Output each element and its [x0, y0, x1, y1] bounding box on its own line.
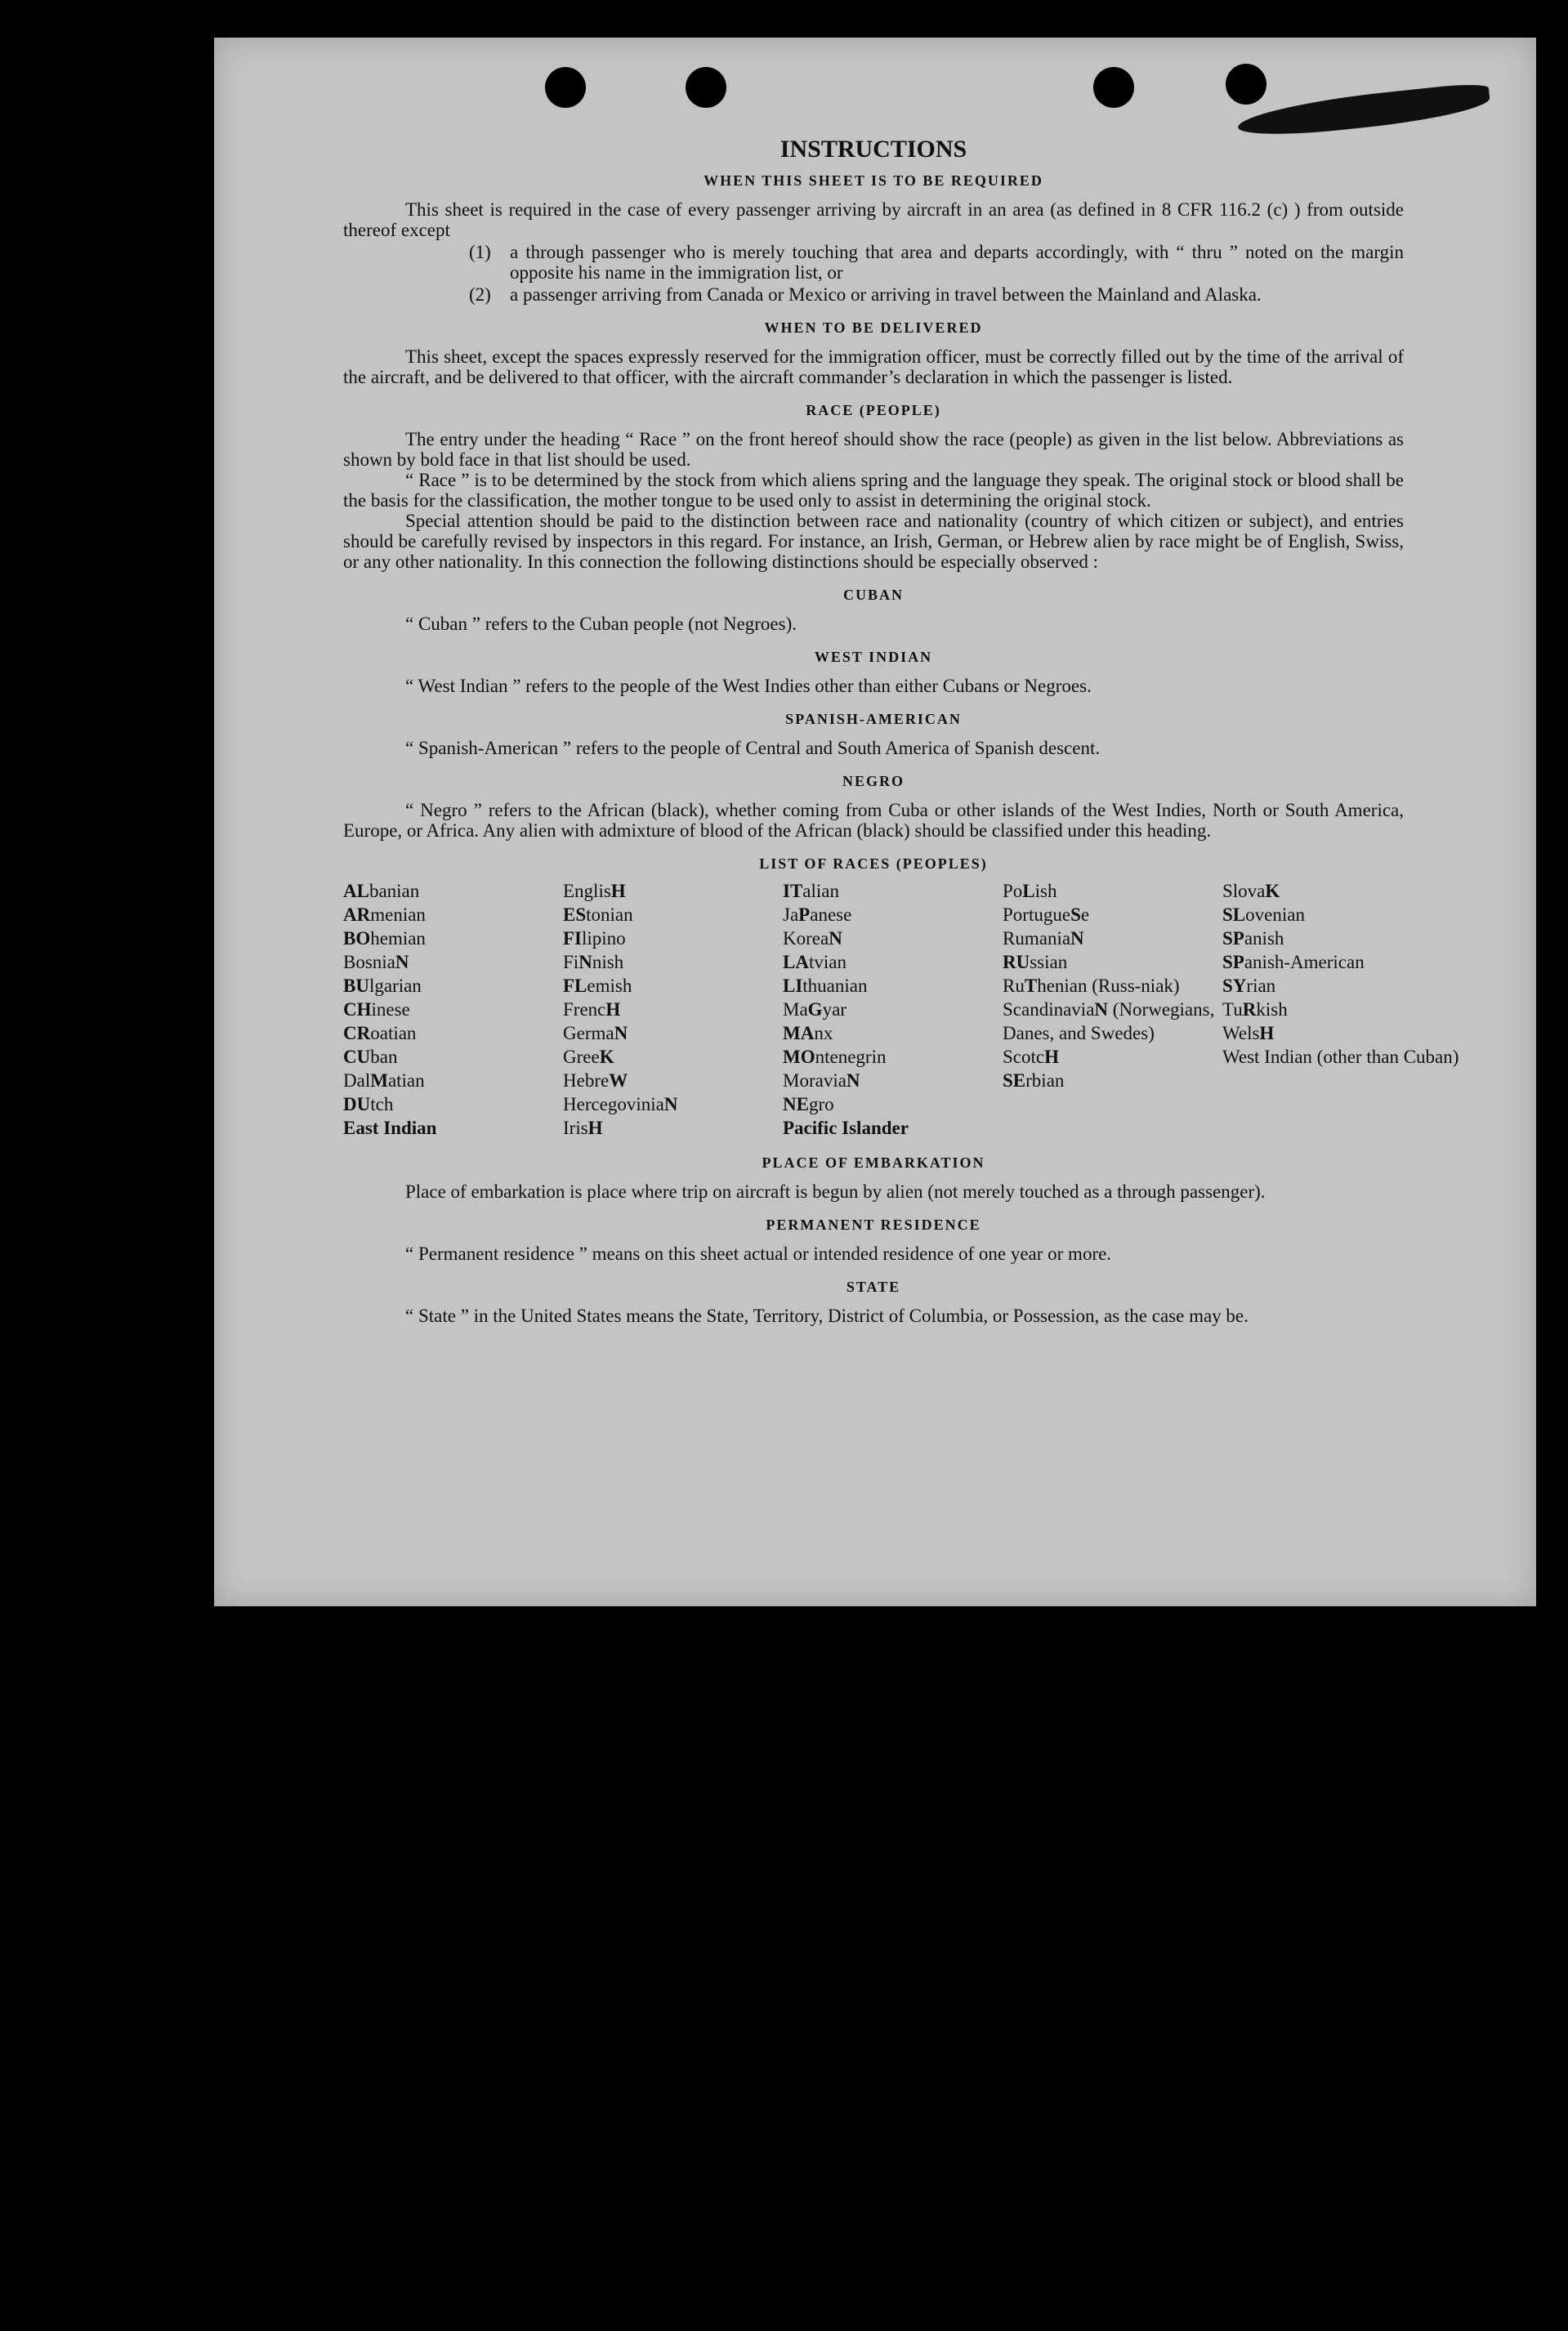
race-item: WelsH	[1222, 1023, 1275, 1043]
punch-hole	[686, 67, 726, 108]
paragraph: This sheet is required in the case of every passenger arriving by aircraft in an area (as defined in 8 CFR 116.2 (c) ) from outside thereof except	[343, 199, 1404, 240]
paragraph: This sheet, except the spaces expressly reserved for the immigration officer, must be correctly filled out by the time of the arrival of the aircraft, and be delivered to that officer, with the aircraft commander’s declaration in which the passenger is listed.	[343, 346, 1404, 387]
race-item: East Indian	[343, 1118, 437, 1138]
section-heading: PERMANENT RESIDENCE	[766, 1217, 981, 1233]
race-item: PoLish	[1003, 881, 1057, 901]
section-heading: WEST INDIAN	[814, 649, 933, 665]
section-heading: PLACE OF EMBARKATION	[762, 1154, 985, 1171]
item-text: a passenger arriving from Canada or Mexico or arriving in travel between the Mainland and Alaska.	[510, 284, 1262, 305]
race-item: LAtvian	[783, 952, 847, 972]
race-item: EnglisH	[563, 881, 626, 901]
paragraph: “ West Indian ” refers to the people of the West Indies other than either Cubans or Negroes.	[405, 676, 1092, 696]
race-item: ScotcH	[1003, 1047, 1059, 1067]
race-item: HebreW	[563, 1070, 628, 1091]
list-item	[469, 284, 1404, 305]
race-item: ALbanian	[343, 881, 420, 901]
section-heading: CUBAN	[842, 587, 904, 603]
race-item: ITalian	[783, 881, 839, 901]
race-item: SPanish	[1222, 928, 1284, 949]
item-text: a through passenger who is merely touching that area and departs accordingly, with “ thru ” noted on the margin opposite his name in the immigration list, or	[510, 242, 1404, 283]
race-item: KoreaN	[783, 928, 842, 949]
section-heading: WHEN TO BE DELIVERED	[764, 319, 983, 336]
race-item: PortugueSe	[1003, 904, 1090, 925]
paragraph: “ Negro ” refers to the African (black), whether coming from Cuba or other islands of the West Indies, North or South America, Europe, or Africa. Any alien with admixture of blood of the African (black) should be classified under this heading.	[343, 800, 1404, 841]
paragraph: “ State ” in the United States means the State, Territory, District of Columbia, or Possession, as the case may be.	[405, 1306, 1249, 1326]
race-item: Pacific Islander	[783, 1118, 909, 1138]
race-item: SLovenian	[1222, 904, 1305, 925]
section-heading: WHEN THIS SHEET IS TO BE REQUIRED	[704, 172, 1043, 189]
race-item: NEgro	[783, 1094, 834, 1114]
race-column	[783, 879, 1003, 1140]
document-page	[214, 38, 1536, 1606]
race-item: CRoatian	[343, 1023, 417, 1043]
race-item: SYrian	[1222, 976, 1276, 996]
paragraph: “ Race ” is to be determined by the stock from which aliens spring and the language they speak. The original stock or blood shall be the basis for the classification, the mother tongue to be used only to assist in determining the original stock.	[343, 470, 1404, 511]
item-number: (1)	[469, 242, 491, 262]
race-item: West Indian (other than Cuban)	[1222, 1047, 1459, 1067]
race-item: RUssian	[1003, 952, 1068, 972]
race-item: FLemish	[563, 976, 632, 996]
race-item: ScandinaviaN (Norwegians, Danes, and Swedes)	[1003, 999, 1215, 1043]
section-heading: SPANISH-AMERICAN	[785, 711, 962, 727]
instructions-body	[343, 136, 1459, 1326]
race-item: RumaniaN	[1003, 928, 1084, 949]
race-item: CUban	[343, 1047, 398, 1067]
race-item: DUtch	[343, 1094, 394, 1114]
race-item: FiNnish	[563, 952, 624, 972]
race-item: BosniaN	[343, 952, 409, 972]
paragraph: “ Spanish-American ” refers to the people of Central and South America of Spanish descent.	[405, 738, 1101, 758]
race-item: DalMatian	[343, 1070, 425, 1091]
race-item: BOhemian	[343, 928, 426, 949]
race-item: GreeK	[563, 1047, 614, 1067]
race-item: SErbian	[1003, 1070, 1065, 1091]
race-item: CHinese	[343, 999, 410, 1020]
punch-hole	[1226, 64, 1266, 105]
paragraph: “ Permanent residence ” means on this sheet actual or intended residence of one year or more.	[405, 1244, 1112, 1264]
paragraph: The entry under the heading “ Race ” on the front hereof should show the race (people) as given in the list below. Abbreviations as shown by bold face in that list should be used.	[343, 429, 1404, 470]
list-item	[469, 242, 1404, 283]
section-heading: LIST OF RACES (PEOPLES)	[759, 855, 988, 872]
race-item: BUlgarian	[343, 976, 422, 996]
race-list	[343, 879, 1459, 1140]
race-item: EStonian	[563, 904, 633, 925]
race-item: JaPanese	[783, 904, 852, 925]
race-column	[563, 879, 783, 1140]
race-item: SlovaK	[1222, 881, 1280, 901]
race-item: LIthuanian	[783, 976, 868, 996]
race-item: TuRkish	[1222, 999, 1288, 1020]
race-item: MaGyar	[783, 999, 847, 1020]
race-item: RuThenian (Russ-niak)	[1003, 976, 1180, 996]
race-item: HercegoviniaN	[563, 1094, 678, 1114]
race-column	[343, 879, 563, 1140]
race-item: MAnx	[783, 1023, 833, 1043]
race-column	[1003, 879, 1222, 1140]
punch-hole	[1093, 67, 1134, 108]
paragraph: “ Cuban ” refers to the Cuban people (not Negroes).	[405, 614, 797, 634]
race-item: SPanish-American	[1222, 952, 1365, 972]
punch-hole	[545, 67, 586, 108]
race-item: ARmenian	[343, 904, 426, 925]
paragraph: Special attention should be paid to the distinction between race and nationality (country of which citizen or subject), and entries should be carefully revised by inspectors in this regard. For instance, an Irish, German, or Hebrew alien by race might be of English, Swiss, or any other nationality. In this connection the following distinctions should be especially observed :	[343, 511, 1404, 572]
race-item: GermaN	[563, 1023, 628, 1043]
race-item: MoraviaN	[783, 1070, 860, 1091]
ink-smudge	[1236, 82, 1491, 141]
item-number: (2)	[469, 284, 491, 305]
race-item: IrisH	[563, 1118, 603, 1138]
race-item: FIlipino	[563, 928, 626, 949]
race-column	[1222, 879, 1459, 1140]
section-heading: NEGRO	[842, 773, 905, 789]
race-item: FrencH	[563, 999, 621, 1020]
section-heading: STATE	[846, 1279, 901, 1295]
race-item: MOntenegrin	[783, 1047, 887, 1067]
paragraph: Place of embarkation is place where trip on aircraft is begun by alien (not merely touched as a through passenger).	[405, 1181, 1266, 1202]
section-heading: RACE (PEOPLE)	[806, 402, 941, 418]
page-title: INSTRUCTIONS	[780, 136, 967, 163]
